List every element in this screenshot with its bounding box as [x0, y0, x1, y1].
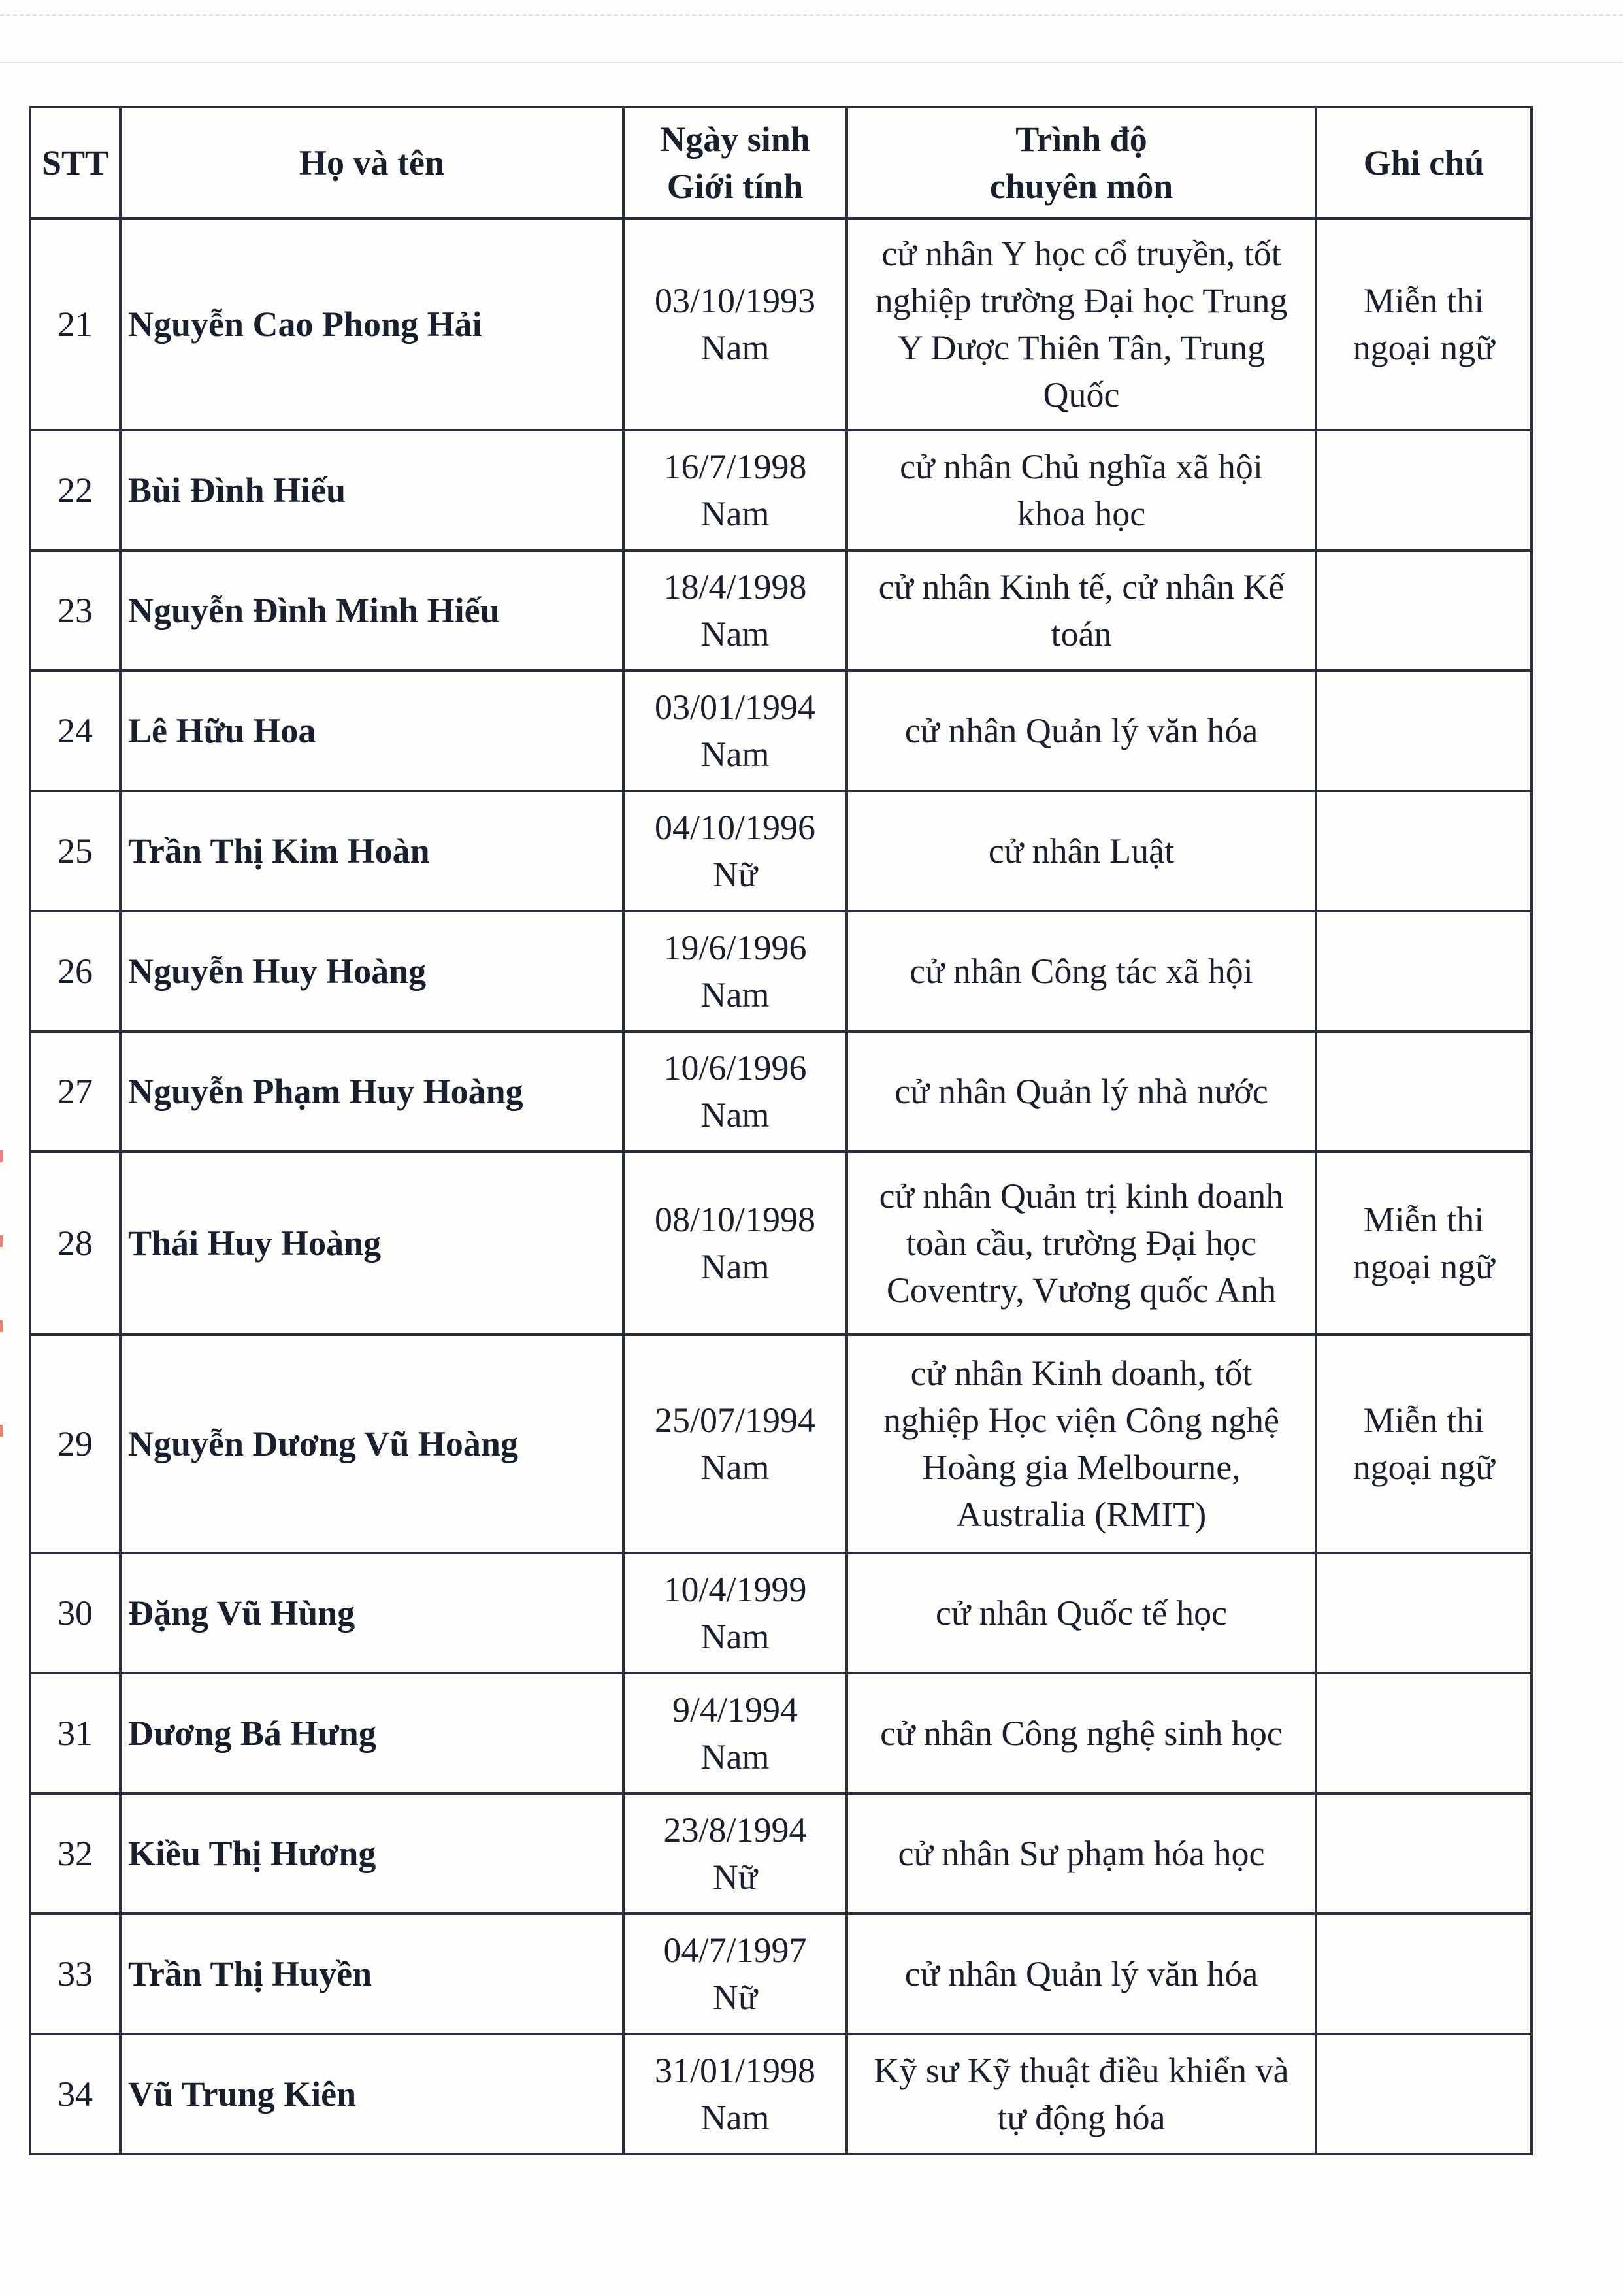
row-dob-gender — [623, 550, 847, 671]
row-note — [1316, 1673, 1532, 1793]
row-qualification — [847, 911, 1316, 1031]
row-full-name: Dương Bá Hưng — [120, 1673, 623, 1793]
row-note — [1316, 550, 1532, 671]
row-full-name: Nguyễn Cao Phong Hải — [120, 218, 623, 430]
row-dob-gender — [623, 911, 847, 1031]
row-qualification-line: nghiệp Học viện Công nghệ — [883, 1401, 1279, 1440]
header-stt: STT — [30, 107, 120, 218]
table-row — [30, 1031, 1532, 1152]
row-qualification-line: cử nhân Quản trị kinh doanh — [879, 1176, 1284, 1216]
row-full-name: Nguyễn Huy Hoàng — [120, 911, 623, 1031]
row-qualification-line: cử nhân Luật — [988, 831, 1175, 871]
row-full-name: Đặng Vũ Hùng — [120, 1553, 623, 1673]
row-stt: 33 — [30, 1914, 120, 2034]
row-qualification-line: cử nhân Kinh doanh, tốt — [910, 1354, 1253, 1393]
row-qualification-line: cử nhân Quản lý nhà nước — [894, 1072, 1268, 1111]
row-note-line: Miễn thi — [1363, 1401, 1484, 1440]
row-note-line: Miễn thi — [1363, 281, 1484, 320]
row-qualification — [847, 1031, 1316, 1152]
table-row — [30, 1152, 1532, 1335]
row-qualification — [847, 2034, 1316, 2154]
row-note — [1316, 430, 1532, 550]
table-row — [30, 911, 1532, 1031]
row-qualification — [847, 550, 1316, 671]
row-note — [1316, 218, 1532, 430]
row-gender: Nam — [700, 1448, 770, 1487]
header-dob — [623, 107, 847, 218]
row-dob: 18/4/1998 — [663, 567, 807, 607]
scan-margin-mark — [0, 1320, 3, 1332]
row-qualification — [847, 430, 1316, 550]
row-qualification-line: cử nhân Chủ nghĩa xã hội — [900, 447, 1263, 486]
row-gender: Nam — [700, 1095, 770, 1135]
row-qualification-line: cử nhân Y học cổ truyền, tốt — [881, 234, 1281, 273]
row-qualification — [847, 791, 1316, 911]
row-qualification-line: toàn cầu, trường Đại học — [906, 1223, 1257, 1263]
table-body — [30, 218, 1532, 2154]
row-qualification-line: cử nhân Công nghệ sinh học — [880, 1714, 1283, 1753]
row-dob: 16/7/1998 — [663, 447, 807, 486]
row-dob-gender — [623, 1673, 847, 1793]
row-qualification-line: cử nhân Kinh tế, cử nhân Kế — [878, 567, 1285, 607]
row-note — [1316, 2034, 1532, 2154]
row-stt: 22 — [30, 430, 120, 550]
row-gender: Nữ — [712, 1978, 758, 2017]
table-row — [30, 2034, 1532, 2154]
row-qualification-line: Australia (RMIT) — [956, 1495, 1207, 1534]
row-qualification-line: Kỹ sư Kỹ thuật điều khiển và — [874, 2051, 1289, 2090]
row-gender: Nam — [700, 975, 770, 1014]
row-gender: Nam — [700, 494, 770, 533]
row-dob-gender — [623, 2034, 847, 2154]
header-name: Họ và tên — [120, 107, 623, 218]
row-stt: 24 — [30, 671, 120, 791]
row-gender: Nam — [700, 614, 770, 654]
row-gender: Nam — [700, 2098, 770, 2137]
row-dob-gender — [623, 1553, 847, 1673]
header-note: Ghi chú — [1316, 107, 1532, 218]
row-qualification — [847, 1335, 1316, 1553]
row-gender: Nam — [700, 1737, 770, 1776]
row-dob-gender — [623, 1031, 847, 1152]
row-note — [1316, 1914, 1532, 2034]
row-qualification — [847, 1673, 1316, 1793]
table-row — [30, 1553, 1532, 1673]
row-dob: 03/10/1993 — [654, 281, 815, 320]
scan-top-edge — [0, 14, 1623, 16]
row-note — [1316, 1031, 1532, 1152]
row-dob-gender — [623, 1914, 847, 2034]
row-dob: 23/8/1994 — [663, 1810, 807, 1850]
row-stt: 29 — [30, 1335, 120, 1553]
row-stt: 21 — [30, 218, 120, 430]
row-stt: 30 — [30, 1553, 120, 1673]
row-dob: 10/6/1996 — [663, 1048, 807, 1088]
row-qualification — [847, 1553, 1316, 1673]
row-dob: 03/01/1994 — [654, 688, 815, 727]
row-dob: 25/07/1994 — [654, 1401, 815, 1440]
row-note-line: ngoại ngữ — [1352, 1247, 1495, 1286]
row-note — [1316, 1793, 1532, 1914]
row-dob: 10/4/1999 — [663, 1570, 807, 1609]
row-stt: 34 — [30, 2034, 120, 2154]
row-dob-gender — [623, 1152, 847, 1335]
row-full-name: Nguyễn Dương Vũ Hoàng — [120, 1335, 623, 1553]
row-qualification — [847, 218, 1316, 430]
header-qual-line2: chuyên môn — [989, 167, 1173, 206]
row-dob-gender — [623, 671, 847, 791]
table-row — [30, 218, 1532, 430]
row-dob: 9/4/1994 — [672, 1690, 798, 1729]
row-dob-gender — [623, 1793, 847, 1914]
row-qualification-line: cử nhân Quản lý văn hóa — [904, 711, 1258, 750]
header-qual-line1: Trình độ — [1015, 120, 1147, 159]
row-gender: Nam — [700, 1617, 770, 1656]
row-dob: 08/10/1998 — [654, 1200, 815, 1239]
row-qualification-line: khoa học — [1017, 494, 1146, 533]
row-qualification — [847, 1152, 1316, 1335]
row-note — [1316, 1335, 1532, 1553]
table-row — [30, 1793, 1532, 1914]
row-qualification-line: Hoàng gia Melbourne, — [922, 1448, 1241, 1487]
table-row — [30, 791, 1532, 911]
row-note-line: Miễn thi — [1363, 1200, 1484, 1239]
row-full-name: Bùi Đình Hiếu — [120, 430, 623, 550]
row-full-name: Nguyễn Phạm Huy Hoàng — [120, 1031, 623, 1152]
row-qualification-line: cử nhân Quản lý văn hóa — [904, 1954, 1258, 1993]
row-gender: Nam — [700, 735, 770, 774]
row-qualification — [847, 671, 1316, 791]
row-gender: Nam — [700, 1247, 770, 1286]
row-dob: 04/10/1996 — [654, 808, 815, 847]
table-row — [30, 1335, 1532, 1553]
row-note — [1316, 1553, 1532, 1673]
row-dob-gender — [623, 218, 847, 430]
row-note — [1316, 671, 1532, 791]
scan-margin-mark — [0, 1235, 3, 1247]
row-qualification-line: nghiệp trường Đại học Trung — [875, 281, 1288, 320]
row-stt: 26 — [30, 911, 120, 1031]
header-dob-line1: Ngày sinh — [660, 120, 810, 159]
row-stt: 28 — [30, 1152, 120, 1335]
row-full-name: Vũ Trung Kiên — [120, 2034, 623, 2154]
row-dob-gender — [623, 1335, 847, 1553]
row-full-name: Lê Hữu Hoa — [120, 671, 623, 791]
table-row — [30, 1673, 1532, 1793]
header-qualification — [847, 107, 1316, 218]
row-dob: 04/7/1997 — [663, 1931, 807, 1970]
table-header-row — [30, 107, 1532, 218]
row-full-name: Trần Thị Huyền — [120, 1914, 623, 2034]
row-dob: 19/6/1996 — [663, 928, 807, 967]
table-row — [30, 1914, 1532, 2034]
row-qualification-line: Coventry, Vương quốc Anh — [886, 1271, 1277, 1310]
scan-margin-mark — [0, 1425, 3, 1437]
row-note-line: ngoại ngữ — [1352, 1448, 1495, 1487]
row-dob-gender — [623, 430, 847, 550]
row-full-name: Trần Thị Kim Hoàn — [120, 791, 623, 911]
row-qualification-line: cử nhân Sư phạm hóa học — [898, 1834, 1265, 1873]
table-row — [30, 671, 1532, 791]
row-qualification-line: Y Dược Thiên Tân, Trung — [897, 328, 1266, 367]
row-qualification-line: tự động hóa — [997, 2098, 1166, 2137]
row-full-name: Nguyễn Đình Minh Hiếu — [120, 550, 623, 671]
scan-top-rule — [0, 62, 1623, 63]
header-dob-line2: Giới tính — [666, 167, 804, 206]
table-row — [30, 550, 1532, 671]
table-row — [30, 430, 1532, 550]
row-qualification — [847, 1793, 1316, 1914]
scan-margin-mark — [0, 1150, 3, 1162]
row-gender: Nữ — [712, 1857, 758, 1897]
row-dob: 31/01/1998 — [654, 2051, 815, 2090]
candidate-table — [29, 106, 1533, 2155]
row-note — [1316, 791, 1532, 911]
row-stt: 31 — [30, 1673, 120, 1793]
row-dob-gender — [623, 791, 847, 911]
row-gender: Nam — [700, 328, 770, 367]
row-note — [1316, 1152, 1532, 1335]
row-qualification-line: cử nhân Quốc tế học — [935, 1593, 1228, 1633]
row-qualification-line: toán — [1051, 614, 1112, 654]
row-qualification — [847, 1914, 1316, 2034]
row-stt: 25 — [30, 791, 120, 911]
row-stt: 32 — [30, 1793, 120, 1914]
row-full-name: Thái Huy Hoàng — [120, 1152, 623, 1335]
row-note-line: ngoại ngữ — [1352, 328, 1495, 367]
row-stt: 23 — [30, 550, 120, 671]
row-note — [1316, 911, 1532, 1031]
row-qualification-line: Quốc — [1043, 375, 1120, 414]
row-stt: 27 — [30, 1031, 120, 1152]
row-qualification-line: cử nhân Công tác xã hội — [910, 952, 1253, 991]
row-full-name: Kiều Thị Hương — [120, 1793, 623, 1914]
row-gender: Nữ — [712, 855, 758, 894]
